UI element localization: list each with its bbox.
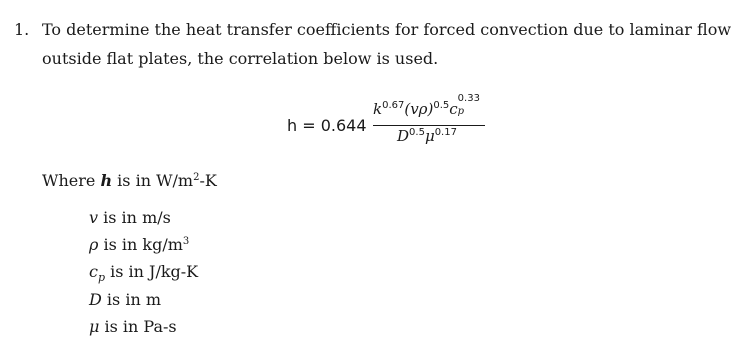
numerator-v-rho-exponent: 0.5 [433,100,450,111]
unit-rho-line [89,235,189,254]
mu-symbol: μ [89,317,100,336]
h-unit-suffix: -K [199,171,217,190]
fraction-bar [373,125,485,126]
denominator-mu-exponent: 0.17 [434,127,457,138]
h-unit-text: is in W/m [117,171,194,190]
cp-unit-text: is in J/kg-K [110,262,199,281]
problem-number: 1. [14,20,30,39]
rho-unit-text: is in kg/m [103,235,183,254]
problem-statement-line-2: outside flat plates, the correlation below is used. [42,49,439,68]
cp-subscript: p [97,271,106,284]
numerator-k: k [373,100,383,118]
rho-unit-exponent: 3 [182,236,190,247]
unit-h-line [42,171,217,190]
D-unit-text: is in m [106,290,162,309]
mu-unit-text: is in Pa-s [104,317,177,336]
v-unit-text: is in m/s [103,208,171,227]
v-symbol: v [89,208,99,227]
D-symbol: D [89,290,102,309]
problem-statement-line-1: To determine the heat transfer coefficients for forced convection due to laminar flow [42,20,732,39]
h-unit-exponent: 2 [193,172,200,183]
numerator-v-rho: (vρ) [404,100,434,118]
unit-v-line [89,208,171,227]
numerator-k-exponent: 0.67 [382,100,405,111]
numerator-c-exponent: 0.33 [457,93,480,104]
equation-lhs: h = 0.644 [287,116,367,135]
unit-mu-line [89,317,177,336]
denominator-D-exponent: 0.5 [409,127,425,138]
unit-D-line [89,290,161,309]
numerator-c-scripts [457,93,480,117]
equation-denominator [397,127,457,145]
equation-numerator [373,93,480,118]
numerator-c-subscript: p [457,106,465,117]
rho-symbol: ρ [89,235,99,254]
unit-cp-line [89,262,198,284]
h-symbol: h [100,171,113,190]
where-prefix: Where [42,171,96,190]
denominator-mu: μ [424,127,435,145]
cp-symbol: c [89,262,98,281]
denominator-D: D [397,127,410,145]
numerator-c: c [449,100,458,118]
heat-transfer-correlation-equation [287,93,517,148]
